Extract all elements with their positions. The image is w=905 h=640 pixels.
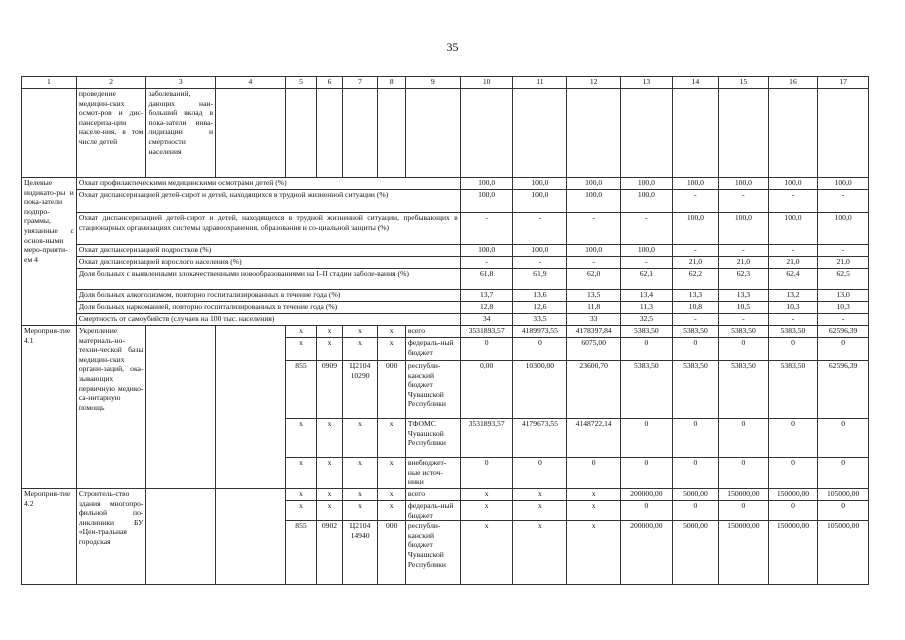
table-cell xyxy=(405,89,460,178)
funding-value: 0 xyxy=(672,419,718,458)
indicator-value: 100,0 xyxy=(513,190,567,213)
indicator-name: Охват диспансеризацией подростков (%) xyxy=(76,245,460,257)
indicator-value: 61,8 xyxy=(460,269,513,290)
indicator-value: 100,0 xyxy=(621,190,673,213)
funding-value: 0 xyxy=(768,458,818,489)
grbs-code: 855 xyxy=(285,521,317,585)
column-header: 7 xyxy=(342,77,378,89)
table-cell xyxy=(768,89,818,178)
indicator-value: - xyxy=(672,190,718,213)
funding-value: 4178397,84 xyxy=(567,326,621,338)
indicator-value: - xyxy=(719,245,769,257)
funding-value: 10300,00 xyxy=(513,361,567,419)
funding-value: 0 xyxy=(621,419,673,458)
funding-value: x xyxy=(567,489,621,501)
indicator-value: - xyxy=(621,213,673,245)
table-cell xyxy=(216,489,286,585)
indicator-value: 13,3 xyxy=(672,290,718,302)
indicator-row xyxy=(22,245,869,257)
indicator-value: - xyxy=(672,245,718,257)
indicator-value: 100,0 xyxy=(818,178,869,190)
funding-value: 0 xyxy=(768,419,818,458)
target-article-code: Ц2104 10290 xyxy=(342,361,378,419)
indicator-value: 21,0 xyxy=(719,257,769,269)
indicator-value: - xyxy=(818,245,869,257)
funding-value: 0 xyxy=(621,458,673,489)
funding-value: 0 xyxy=(719,501,769,521)
table-cell xyxy=(818,89,869,178)
target-article-code: x xyxy=(342,419,378,458)
measure-4-1-label: Мероприя-тие 4.1 xyxy=(22,326,77,489)
indicator-value: - xyxy=(768,314,818,326)
indicator-value: 100,0 xyxy=(768,178,818,190)
indicator-value: 13,0 xyxy=(818,290,869,302)
indicator-value: 13,5 xyxy=(567,290,621,302)
indicator-row xyxy=(22,269,869,290)
column-header: 3 xyxy=(146,77,216,89)
target-article-code: x xyxy=(342,489,378,501)
section-code: x xyxy=(317,458,342,489)
indicator-value: 100,0 xyxy=(672,178,718,190)
funding-source: республи-канский бюджет Чувашской Республики xyxy=(405,361,460,419)
funding-value: 0 xyxy=(818,458,869,489)
indicator-value: 12,6 xyxy=(513,302,567,314)
indicator-value: - xyxy=(768,190,818,213)
target-article-code: x xyxy=(342,338,378,361)
table-cell xyxy=(342,89,378,178)
column-header: 4 xyxy=(216,77,286,89)
indicator-value: 100,0 xyxy=(621,245,673,257)
grbs-code: x xyxy=(285,501,317,521)
table-cell xyxy=(317,89,342,178)
indicator-value: 100,0 xyxy=(719,213,769,245)
indicator-value: 62,1 xyxy=(621,269,673,290)
funding-value: x xyxy=(460,521,513,585)
funding-value: 5383,50 xyxy=(621,361,673,419)
funding-value: 23600,70 xyxy=(567,361,621,419)
funding-value: 5000,00 xyxy=(672,521,718,585)
measure-4-2-label: Мероприя-тие 4.2 xyxy=(22,489,77,585)
indicator-value: - xyxy=(621,257,673,269)
funding-value: 0 xyxy=(621,501,673,521)
section-code: x xyxy=(317,326,342,338)
indicator-value: - xyxy=(672,314,718,326)
indicator-value: 13,6 xyxy=(513,290,567,302)
indicator-name: Доля больных наркоманией, повторно госпитализированных в течение года (%) xyxy=(76,302,460,314)
funding-source: ТФОМС Чувашской Республики xyxy=(405,419,460,458)
funding-value: 0 xyxy=(719,338,769,361)
funding-value: 5000,00 xyxy=(672,489,718,501)
table-cell xyxy=(146,326,216,489)
grbs-code: x xyxy=(285,458,317,489)
table-cell xyxy=(216,326,286,489)
funding-source: всего xyxy=(405,489,460,501)
funding-value: 0 xyxy=(672,338,718,361)
indicator-value: - xyxy=(567,213,621,245)
indicator-value: 100,0 xyxy=(513,245,567,257)
indicator-row xyxy=(22,314,869,326)
funding-value: 0 xyxy=(621,338,673,361)
funding-value: 0 xyxy=(460,338,513,361)
section-code: x xyxy=(317,419,342,458)
indicator-value: 100,0 xyxy=(719,178,769,190)
indicator-value: 100,0 xyxy=(460,190,513,213)
indicator-value: 100,0 xyxy=(460,245,513,257)
target-article-code: x xyxy=(342,326,378,338)
funding-value: 150000,00 xyxy=(768,521,818,585)
funding-value: 0 xyxy=(719,458,769,489)
column-header: 13 xyxy=(621,77,673,89)
column-header: 10 xyxy=(460,77,513,89)
indicator-value: - xyxy=(818,314,869,326)
funding-value: 5383,50 xyxy=(719,326,769,338)
indicator-value: 12,8 xyxy=(460,302,513,314)
indicators-label-cell: Целевые индикато-ры и пока-затели подпро-граммы, увязанные с основ-ными меро-прияти-ем 4 xyxy=(22,178,77,326)
indicator-name: Охват диспансеризацией детей-сирот и детей, находящихся в трудной жизненной ситуации, пребывающих в стационарных организациях системы здравоохранения, образования и со-циальной защиты (%) xyxy=(76,213,460,245)
table-cell xyxy=(621,89,673,178)
table-cell xyxy=(378,89,405,178)
expense-type-code: x xyxy=(378,458,405,489)
indicator-value: 13,7 xyxy=(460,290,513,302)
indicator-row xyxy=(22,213,869,245)
funding-value: 0 xyxy=(818,501,869,521)
indicator-value: - xyxy=(818,190,869,213)
funding-value: 0 xyxy=(513,338,567,361)
funding-value: x xyxy=(567,521,621,585)
funding-value: 62596,39 xyxy=(818,326,869,338)
indicator-row xyxy=(22,178,869,190)
indicator-value: - xyxy=(719,190,769,213)
target-article-code: Ц2104 14940 xyxy=(342,521,378,585)
funding-source: республи-канский бюджет Чувашской Республики xyxy=(405,521,460,585)
indicator-value: 100,0 xyxy=(567,245,621,257)
indicator-value: 21,0 xyxy=(768,257,818,269)
funding-value: 5383,50 xyxy=(768,326,818,338)
indicator-name: Охват диспансеризацией взрослого населения (%) xyxy=(76,257,460,269)
section-code: x xyxy=(317,338,342,361)
indicator-value: - xyxy=(719,314,769,326)
indicator-name: Смертность от самоубийств (случаев на 100 тыс. населения) xyxy=(76,314,460,326)
indicator-value: 100,0 xyxy=(818,213,869,245)
indicator-value: 100,0 xyxy=(621,178,673,190)
column-header: 9 xyxy=(405,77,460,89)
event-description-cell: проведение медицин-ских осмот-ров и дис-пансериза-ции населе-ния, в том числе детей xyxy=(76,89,146,178)
funding-value: 150000,00 xyxy=(719,521,769,585)
indicator-value: 61,9 xyxy=(513,269,567,290)
indicator-row xyxy=(22,290,869,302)
indicator-value: 100,0 xyxy=(672,213,718,245)
funding-value: x xyxy=(460,501,513,521)
column-header: 8 xyxy=(378,77,405,89)
funding-source: внебюджет-ные источ-ники xyxy=(405,458,460,489)
table-cell xyxy=(22,89,77,178)
funding-value: 4189973,55 xyxy=(513,326,567,338)
indicator-value: - xyxy=(460,213,513,245)
indicator-value: 100,0 xyxy=(460,178,513,190)
funding-value: 150000,00 xyxy=(719,489,769,501)
indicator-value: - xyxy=(513,257,567,269)
indicator-value: - xyxy=(513,213,567,245)
measure-4-2-description: Строитель-ство здания многопро-фильной по-ликлиники БУ «Цен-тральная городская xyxy=(76,489,146,585)
expense-type-code: x xyxy=(378,501,405,521)
funding-value: 105000,00 xyxy=(818,521,869,585)
indicator-value: 10,5 xyxy=(719,302,769,314)
indicator-value: 10,8 xyxy=(672,302,718,314)
funding-value: x xyxy=(513,521,567,585)
funding-value: 0 xyxy=(513,458,567,489)
funding-value: 0,00 xyxy=(460,361,513,419)
indicator-value: 10,3 xyxy=(818,302,869,314)
continuation-row xyxy=(22,89,869,178)
indicator-name: Охват диспансеризацией детей-сирот и детей, находящихся в трудной жизненной ситуации (%) xyxy=(76,190,460,213)
funding-value: 3531893,57 xyxy=(460,326,513,338)
funding-value: x xyxy=(513,501,567,521)
expense-type-code: x xyxy=(378,419,405,458)
funding-value: x xyxy=(460,489,513,501)
funding-value: 0 xyxy=(460,458,513,489)
expense-type-code: x xyxy=(378,338,405,361)
column-header: 14 xyxy=(672,77,718,89)
table-cell xyxy=(567,89,621,178)
funding-value: 4148722,14 xyxy=(567,419,621,458)
page-number: 35 xyxy=(446,40,459,54)
indicator-value: 62,5 xyxy=(818,269,869,290)
grbs-code: 855 xyxy=(285,361,317,419)
funding-value: 5383,50 xyxy=(672,361,718,419)
funding-value: 200000,00 xyxy=(621,489,673,501)
indicator-value: - xyxy=(460,257,513,269)
indicator-value: 62,2 xyxy=(672,269,718,290)
funding-source: федераль-ный бюджет xyxy=(405,501,460,521)
indicator-value: 13,2 xyxy=(768,290,818,302)
indicator-row xyxy=(22,302,869,314)
indicator-value: 13,3 xyxy=(719,290,769,302)
section-code: 0902 xyxy=(317,521,342,585)
indicator-value: 32,5 xyxy=(621,314,673,326)
section-code: x xyxy=(317,501,342,521)
funding-value: 5383,50 xyxy=(672,326,718,338)
grbs-code: x xyxy=(285,489,317,501)
grbs-code: x xyxy=(285,419,317,458)
expense-type-code: 000 xyxy=(378,521,405,585)
program-table xyxy=(21,76,869,585)
indicator-value: 34 xyxy=(460,314,513,326)
table-cell xyxy=(719,89,769,178)
indicator-value: 100,0 xyxy=(513,178,567,190)
funding-value: 0 xyxy=(672,458,718,489)
table-cell xyxy=(146,489,216,585)
grbs-code: x xyxy=(285,326,317,338)
funding-value: 0 xyxy=(672,501,718,521)
expense-type-code: x xyxy=(378,326,405,338)
funding-value: 200000,00 xyxy=(621,521,673,585)
column-header: 12 xyxy=(567,77,621,89)
expense-type-code: 000 xyxy=(378,361,405,419)
indicator-value: 11,3 xyxy=(621,302,673,314)
table-cell xyxy=(285,89,317,178)
expense-type-code: x xyxy=(378,489,405,501)
column-header: 5 xyxy=(285,77,317,89)
indicator-value: 100,0 xyxy=(567,178,621,190)
funding-value: 0 xyxy=(818,419,869,458)
funding-value: 150000,00 xyxy=(768,489,818,501)
measure-4-2-row xyxy=(22,489,869,501)
indicator-value: 62,3 xyxy=(719,269,769,290)
measure-4-1-row xyxy=(22,326,869,338)
funding-value: 62596,39 xyxy=(818,361,869,419)
indicator-row xyxy=(22,257,869,269)
indicator-value: 100,0 xyxy=(567,190,621,213)
column-header: 1 xyxy=(22,77,77,89)
funding-value: 105000,00 xyxy=(818,489,869,501)
funding-value: 0 xyxy=(818,338,869,361)
indicator-value: 62,0 xyxy=(567,269,621,290)
indicator-value: 21,0 xyxy=(818,257,869,269)
target-article-code: x xyxy=(342,458,378,489)
column-header: 15 xyxy=(719,77,769,89)
table-cell xyxy=(672,89,718,178)
indicator-value: 62,4 xyxy=(768,269,818,290)
funding-value: 0 xyxy=(768,338,818,361)
indicator-value: - xyxy=(768,245,818,257)
funding-value: 5383,50 xyxy=(768,361,818,419)
funding-value: 3531893,57 xyxy=(460,419,513,458)
goal-description-cell: заболеваний, дающих наи-больший вклад в пока-затели инва-лидизации и смертности населения xyxy=(146,89,216,178)
indicator-value: 100,0 xyxy=(768,213,818,245)
measure-4-1-description: Укрепление материаль-но-техни-ческой базы медицин-ских органи-заций, ока-зывающих первичную медико-са-нитарную помощь xyxy=(76,326,146,489)
funding-value: x xyxy=(567,501,621,521)
section-code: 0909 xyxy=(317,361,342,419)
header-row xyxy=(22,77,869,89)
indicator-row xyxy=(22,190,869,213)
column-header: 17 xyxy=(818,77,869,89)
funding-source: федераль-ный бюджет xyxy=(405,338,460,361)
funding-value: 0 xyxy=(567,458,621,489)
table-cell xyxy=(513,89,567,178)
indicator-value: - xyxy=(567,257,621,269)
column-header: 11 xyxy=(513,77,567,89)
indicator-value: 11,8 xyxy=(567,302,621,314)
indicator-value: 33 xyxy=(567,314,621,326)
indicator-value: 13,4 xyxy=(621,290,673,302)
funding-value: 0 xyxy=(768,501,818,521)
column-header: 6 xyxy=(317,77,342,89)
funding-value: 4179673,55 xyxy=(513,419,567,458)
indicator-name: Доля больных с выявленными злокачественными новообразованиями на I–II стадии заболе-вания (%) xyxy=(76,269,460,290)
section-code: x xyxy=(317,489,342,501)
indicator-name: Охват профилактическими медицинскими осмотрами детей (%) xyxy=(76,178,460,190)
funding-source: всего xyxy=(405,326,460,338)
funding-value: 6075,00 xyxy=(567,338,621,361)
table-cell xyxy=(460,89,513,178)
funding-value: 5383,50 xyxy=(719,361,769,419)
indicator-value: 33,5 xyxy=(513,314,567,326)
funding-value: x xyxy=(513,489,567,501)
indicator-value: 10,3 xyxy=(768,302,818,314)
column-header: 16 xyxy=(768,77,818,89)
funding-value: 0 xyxy=(719,419,769,458)
funding-value: 5383,50 xyxy=(621,326,673,338)
column-header: 2 xyxy=(76,77,146,89)
target-article-code: x xyxy=(342,501,378,521)
indicator-name: Доля больных алкоголизмом, повторно госпитализированных в течение года (%) xyxy=(76,290,460,302)
table-cell xyxy=(216,89,286,178)
indicator-value: 21,0 xyxy=(672,257,718,269)
grbs-code: x xyxy=(285,338,317,361)
